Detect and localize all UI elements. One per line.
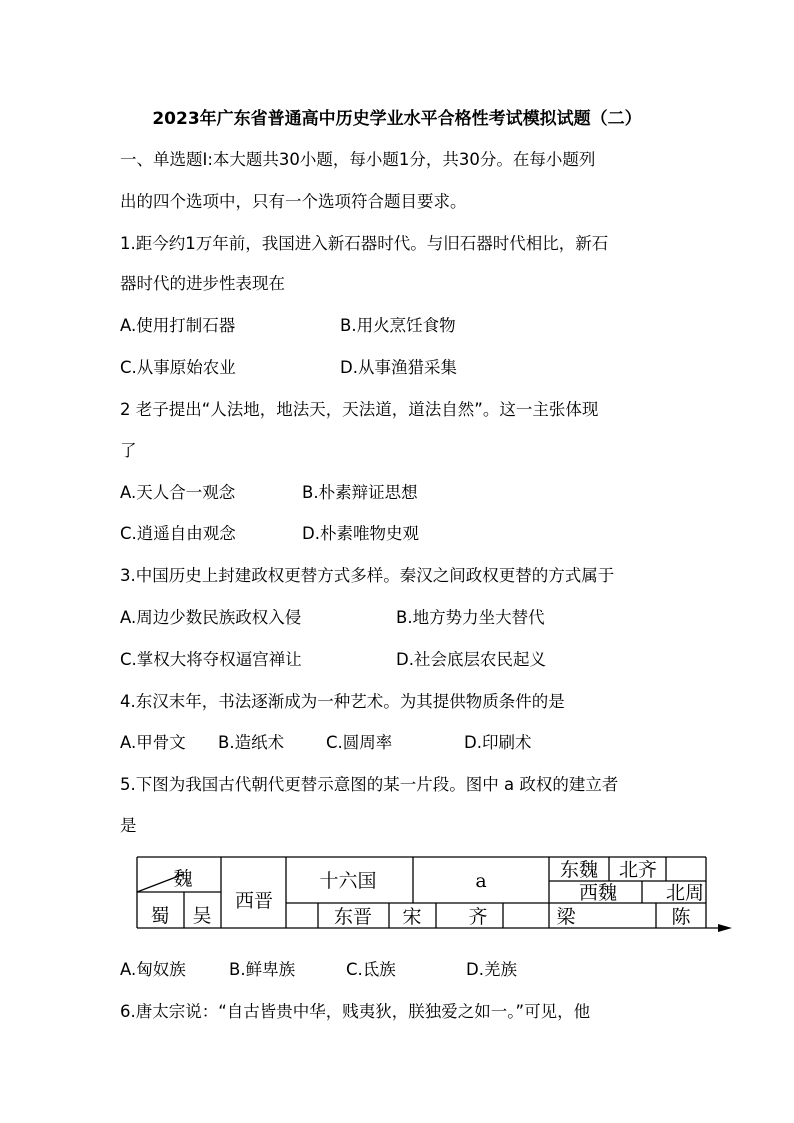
cell-regime-a: a: [475, 870, 487, 892]
q1-option-b[interactable]: B.用火烹饪食物: [340, 316, 456, 335]
q5-option-a[interactable]: A.匈奴族: [120, 960, 186, 979]
q1-option-a[interactable]: A.使用打制石器: [120, 316, 236, 335]
q5-stem-line-1: 5.下图为我国古代朝代更替示意图的某一片段。图中 a 政权的建立者: [120, 775, 619, 794]
q3-option-d[interactable]: D.社会底层农民起义: [396, 650, 546, 669]
cell-northern-zhou: 北周: [665, 882, 705, 904]
q1-stem-line-1: 1.距今约1万年前，我国进入新石器时代。与旧石器时代相比，新石: [120, 234, 609, 253]
section-instructions-line-1: 一、单选题I:本大题共30小题，每小题1分，共30分。在每小题列: [120, 150, 596, 169]
q1-option-c[interactable]: C.从事原始农业: [120, 358, 236, 377]
cell-sixteen-kingdoms: 十六国: [319, 870, 377, 892]
q3-stem-line-1: 3.中国历史上封建政权更替方式多样。秦汉之间政权更替的方式属于: [120, 566, 615, 585]
q2-stem-line-2: 了: [120, 441, 137, 460]
q5-stem-line-2: 是: [120, 816, 137, 835]
cell-western-jin: 西晋: [234, 890, 274, 912]
q4-option-a[interactable]: A.甲骨文: [120, 733, 186, 752]
q4-stem-line-1: 4.东汉末年，书法逐渐成为一种艺术。为其提供物质条件的是: [120, 692, 565, 711]
cell-wei: 魏: [173, 868, 193, 890]
q5-option-c[interactable]: C.氐族: [346, 960, 396, 979]
dynasty-timeline-diagram: [136, 856, 736, 936]
timeline-arrowhead: [718, 924, 732, 932]
q6-stem-line-1: 6.唐太宗说：“自古皆贵中华，贱夷狄，朕独爱之如一。”可见，他: [120, 1002, 591, 1021]
page-title: 2023年广东省普通高中历史学业水平合格性考试模拟试题（二）: [152, 109, 642, 129]
q4-option-d[interactable]: D.印刷术: [464, 733, 532, 752]
cell-eastern-wei: 东魏: [559, 859, 599, 881]
q1-option-d[interactable]: D.从事渔猎采集: [340, 358, 457, 377]
q2-stem-line-1: 2 老子提出“人法地，地法天，天法道，道法自然”。这一主张体现: [120, 400, 599, 419]
cell-wu: 吴: [192, 905, 212, 927]
q5-option-b[interactable]: B.鲜卑族: [229, 960, 296, 979]
cell-eastern-jin: 东晋: [333, 906, 373, 928]
cell-northern-qi: 北齐: [618, 859, 658, 881]
q2-option-b[interactable]: B.朴素辩证思想: [302, 483, 418, 502]
cell-chen: 陈: [671, 906, 691, 928]
cell-shu: 蜀: [150, 905, 170, 927]
q3-option-b[interactable]: B.地方势力坐大替代: [396, 608, 545, 627]
q5-option-d[interactable]: D.羌族: [466, 960, 517, 979]
section-instructions-line-2: 出的四个选项中，只有一个选项符合题目要求。: [120, 192, 467, 211]
q4-option-c[interactable]: C.圆周率: [326, 733, 393, 752]
q3-option-a[interactable]: A.周边少数民族政权入侵: [120, 608, 302, 627]
q2-option-c[interactable]: C.逍遥自由观念: [120, 524, 236, 543]
q2-option-d[interactable]: D.朴素唯物史观: [302, 524, 419, 543]
cell-song: 宋: [402, 906, 422, 928]
cell-liang: 梁: [556, 906, 576, 928]
cell-qi: 齐: [468, 906, 488, 928]
q2-option-a[interactable]: A.天人合一观念: [120, 483, 236, 502]
q1-stem-line-2: 器时代的进步性表现在: [120, 274, 285, 293]
q3-option-c[interactable]: C.掌权大将夺权逼宫禅让: [120, 650, 302, 669]
cell-western-wei: 西魏: [578, 882, 618, 904]
q4-option-b[interactable]: B.造纸术: [218, 733, 285, 752]
